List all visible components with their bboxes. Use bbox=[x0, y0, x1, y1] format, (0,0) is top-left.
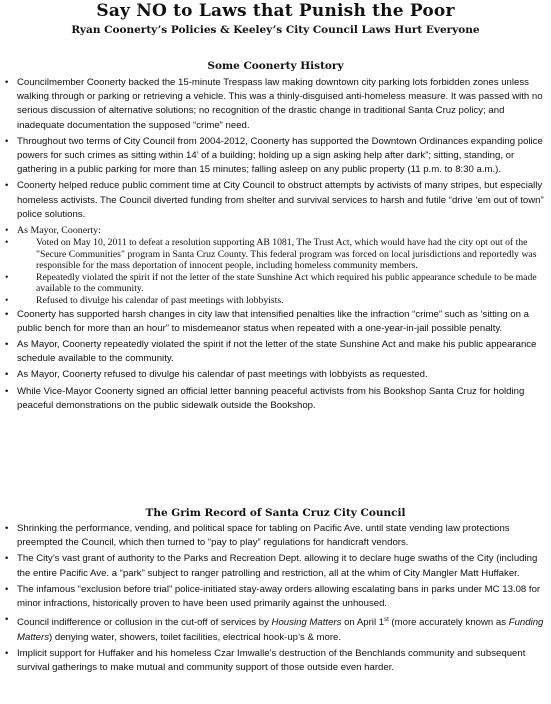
list-item: • Implicit support for Huffaker and his homeless Czar Imwalle’s destruction of the Benchlands community and subsequent survival gatherings to make mutual and community support of those outside even harder. bbox=[0, 647, 551, 675]
flyer-title: Say NO to Laws that Punish the Poor bbox=[96, 1, 455, 21]
housing-text-c: on April 1 bbox=[341, 617, 385, 629]
list-item: • The City’s vast grant of authority to the Parks and Recreation Dept. allowing it to declare huge swaths of the City (including the entire Pacific Ave. a “park” subject to ranger patrolling and restriction, all at the whim of City Mangler Matt Huffaker. bbox=[0, 552, 551, 580]
section-heading-coonerty-history: Some Coonerty History bbox=[207, 60, 344, 72]
list-item: • As Mayor, Coonerty refused to divulge his calendar of past meetings with lobbyists as requested. bbox=[0, 368, 551, 382]
ordinal-suffix: st bbox=[384, 617, 389, 624]
section-heading-city-council-record: The Grim Record of Santa Cruz City Council bbox=[145, 507, 406, 519]
city-council-record-list bbox=[0, 522, 551, 675]
housing-matters-name: Housing Matters bbox=[271, 617, 342, 629]
list-item-as-mayor: • As Mayor, Coonerty: bbox=[0, 224, 551, 237]
list-item: • While Vice-Mayor Coonerty signed an official letter banning peaceful activists from his Bookshop Santa Cruz for holding peaceful demonstrations on the public sidewalk outside the Bookshop. bbox=[0, 385, 551, 413]
list-item: • Throughout two terms of City Council from 2004-2012, Coonerty has supported the Downtown Ordinances expanding police powers for such crimes as sitting within 14’ of a building; holding up a sign asking help after dark”; sitting, standing, or gathering in a public parking for more than 15 minutes; falling asleep on any public property (11 p.m. to 8:30 a.m.). bbox=[0, 135, 551, 178]
list-item-housing-matters bbox=[0, 613, 551, 645]
list-item: • The infamous “exclusion before trial” police-initiated stay-away orders allowing escalating bans in parks under MC 13.08 for minor infractions, historically proven to have been used primarily against the unhoused. bbox=[0, 583, 551, 611]
mayor-sub-item bbox=[0, 272, 551, 295]
housing-text-g: ) denying water, showers, toilet facilities, electrical hook-up’s & more. bbox=[49, 631, 342, 643]
housing-text-a: Council indifference or collusion in the cut-off of services by bbox=[17, 617, 272, 629]
list-item: • Coonerty has supported harsh changes in city law that intensified penalties like the infraction “crime” such as ‘sitting on a public bench for more than an hour” to misdemeanor status when repeated with a one-year-in-jail possible penalty. bbox=[0, 308, 551, 336]
flyer-subtitle: Ryan Coonerty’s Policies & Keeley’s City Council Laws Hurt Everyone bbox=[71, 24, 480, 36]
housing-text-e: (more accurately known as bbox=[388, 617, 509, 629]
mayor-sub-item-text: • Voted on May 10, 2011 to defeat a resolution supporting AB 1081, The Trust Act, which would have had the city opt out of the "Secure Communities" program in Santa Cruz County. This federal program was forced on local jurisdictions and reportedly was responsible for the mass deportation of innocent people, including homeless community members. bbox=[36, 237, 537, 272]
mayor-sub-item bbox=[0, 237, 551, 272]
list-item: • As Mayor, Coonerty repeatedly violated the spirit if not the letter of the state Sunshine Act and make his public appearance schedule available to the community. bbox=[0, 338, 551, 366]
list-item: • Councilmember Coonerty backed the 15-minute Trespass law making downtown city parking lots forbidden zones unless walking through or parking or retrieving a vehicle. This was a thinly-disguised anti-homeless measure. It was passed with no serious discussion of alternative solutions; no recognition of the drastic change in traditional Santa Cruz policy; and inadequate documentation the supposed “crime” need. bbox=[0, 76, 551, 133]
mayor-sub-item-text: • Repeatedly violated the spirit if not the letter of the state Sunshine Act which required his public appearance schedule to be made available to the community. bbox=[36, 271, 537, 295]
funding-matters-name: Funding Matters bbox=[17, 617, 544, 643]
list-item: • Shrinking the performance, vending, and political space for tabling on Pacific Ave. until state vending law protections preempted the Council, which then turned to “pay to play” regulations for handicraft vendors. bbox=[0, 522, 551, 550]
coonerty-history-list bbox=[0, 76, 551, 413]
mayor-sub-item-text: • Refused to divulge his calendar of past meetings with lobbyists. bbox=[36, 295, 284, 306]
mayor-sub-item bbox=[0, 295, 551, 307]
list-item: • Coonerty helped reduce public comment time at City Council to obstruct attempts by activists of many stripes, but especially homeless activists. The Council diverted funding from shelter and survival services to harsh and futile “drive ‘em out of town” police solutions. bbox=[0, 179, 551, 222]
